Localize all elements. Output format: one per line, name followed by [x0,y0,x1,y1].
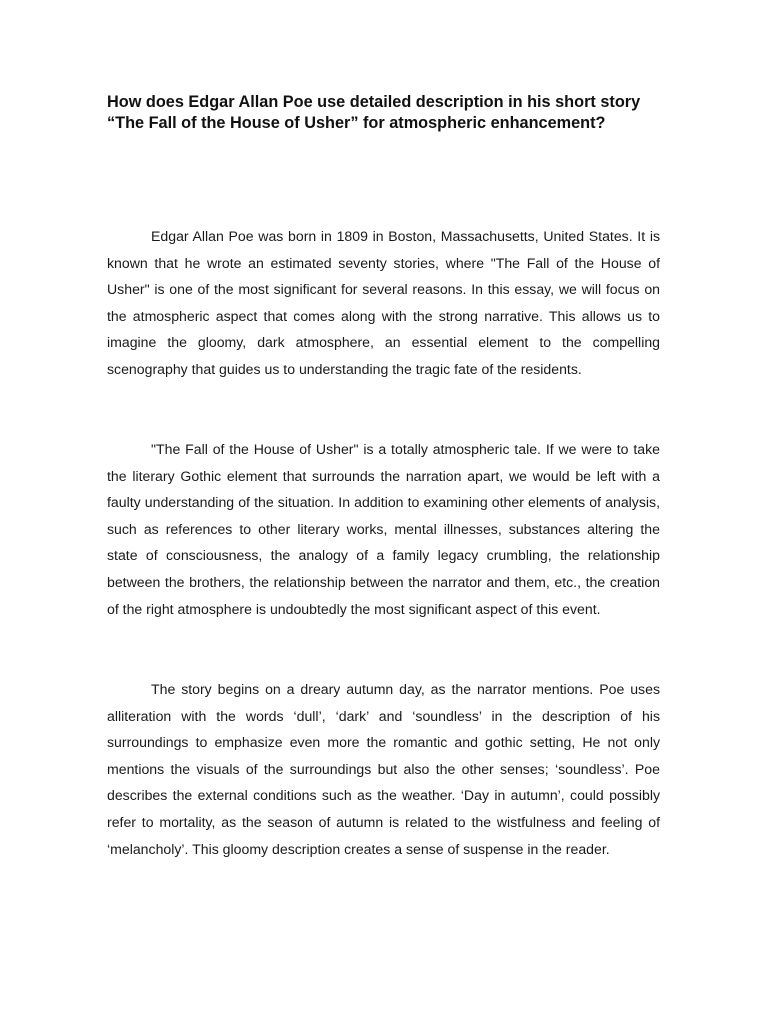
essay-title: How does Edgar Allan Poe use detailed description in his short story “The Fall of the House of Usher” for atmospheric enhancement? [107,93,641,132]
paragraph-intro: Edgar Allan Poe was born in 1809 in Boston, Massachusetts, United States. It is known that he wrote an estimated seventy stories, where "The Fall of the House of Usher" is one of the most significant for several reasons. In this essay, we will focus on the atmospheric aspect that comes along with the strong narrative. This allows us to imagine the gloomy, dark atmosphere, an essential element to the compelling scenography that guides us to understanding the tragic fate of the residents. [107,228,660,377]
paragraph-atmosphere: "The Fall of the House of Usher" is a totally atmospheric tale. If we were to take the literary Gothic element that surrounds the narration apart, we would be left with a faulty understanding of the situation. In addition to examining other elements of analysis, such as references to other literary works, mental illnesses, substances altering the state of consciousness, the analogy of a family legacy crumbling, the relationship between the brothers, the relationship between the narrator and them, etc., the creation of the right atmosphere is undoubtedly the most significant aspect of this event. [107,441,660,617]
paragraph-story-opening: The story begins on a dreary autumn day, as the narrator mentions. Poe uses alliteration with the words ‘dull’, ‘dark’ and ‘soundless’ in the description of his surroundings to emphasize even more the romantic and gothic setting, He not only mentions the visuals of the surroundings but also the other senses; ‘soundless’. Poe describes the external conditions such as the weather. ‘Day in autumn’, could possibly refer to mortality, as the season of autumn is related to the wistfulness and feeling of ‘melancholy’. This gloomy description creates a sense of suspense in the reader. [107,681,660,857]
